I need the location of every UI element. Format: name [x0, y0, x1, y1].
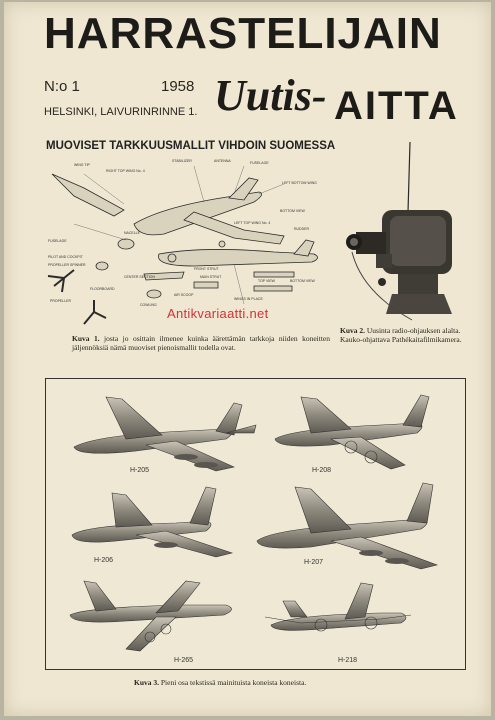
diagram-label: WING TIP — [74, 163, 90, 167]
diagram-label: RIGHT TOP WING No. 4 — [106, 169, 145, 173]
aircraft-model-h205 — [74, 397, 256, 471]
masthead-script: Uutis- — [214, 71, 327, 120]
remote-camera-photo — [342, 142, 472, 342]
masthead-title: HARRASTELIJAIN — [44, 9, 442, 58]
aircraft-label: H-205 — [130, 467, 150, 474]
diagram-label: STABILIZER — [172, 159, 192, 163]
aircraft-label: H-208 — [312, 467, 332, 474]
aircraft-model-h218 — [265, 583, 411, 631]
diagram-label: FLOORBOARD — [90, 287, 115, 291]
diagram-label: LEFT TOP WING No. 4 — [234, 221, 271, 225]
diagram-label: NACELLE — [124, 231, 140, 235]
caption-kuva-2 — [340, 326, 468, 344]
diagram-label: COWLING — [140, 303, 157, 307]
publisher-address: HELSINKI, LAIVURINRINNE 1. — [44, 106, 198, 118]
diagram-label: PROPELLER SPINNER — [48, 263, 86, 267]
caption-label: Kuva 1. — [72, 334, 100, 343]
issue-number: N:o 1 — [44, 78, 80, 95]
diagram-label: RUDDER — [294, 227, 309, 231]
aircraft-model-h208 — [275, 395, 429, 469]
diagram-label: TOP VIEW — [258, 279, 275, 283]
magazine-page — [4, 2, 491, 716]
caption-text: Uusinta radio-ohjauksen alalta. Kauko-ohjattava Pathékaitafilmikamera. — [340, 326, 462, 344]
caption-kuva-3 — [134, 678, 306, 687]
diagram-label: LEFT BOTTOM WING — [282, 181, 317, 185]
diagram-label: FRONT STRUT — [194, 267, 219, 271]
diagram-label: PILOT AND COCKPIT — [48, 255, 83, 259]
watermark: Antikvariaatti.net — [167, 306, 269, 321]
diagram-label: BOTTOM VIEW — [290, 279, 315, 283]
diagram-label: BOTTOM VIEW — [280, 209, 305, 213]
issue-year: 1958 — [161, 78, 195, 95]
diagram-label: FUSELAGE — [48, 239, 67, 243]
diagram-label: WINGS IN PLACE — [234, 297, 263, 301]
diagram-label: PROPELLER — [50, 299, 72, 303]
aircraft-label: H-206 — [94, 557, 114, 564]
aircraft-label: H-218 — [338, 657, 358, 664]
caption-label: Kuva 2. — [340, 326, 366, 335]
aircraft-model-h265 — [70, 581, 232, 651]
aircraft-label: H-207 — [304, 559, 324, 566]
diagram-label: ANTENNA — [214, 159, 231, 163]
aircraft-label: H-265 — [174, 657, 194, 664]
masthead-block: AITTA — [334, 84, 459, 128]
caption-text: josta jo osittain ilmenee kuinka äärettämän tarkkoja niiden koneitten jäljennöksiä nämä muoviset pienoismallit todella ovat. — [72, 334, 330, 352]
diagram-label: AIR SCOOP — [174, 293, 194, 297]
aircraft-photo-plate — [45, 378, 466, 670]
caption-label: Kuva 3. — [134, 678, 160, 687]
article-headline: MUOVISET TARKKUUSMALLIT VIHDOIN SUOMESSA — [46, 140, 336, 152]
aircraft-photos — [46, 379, 465, 669]
diagram-label: CENTER SECTION — [124, 275, 155, 279]
diagram-label: FUSELAGE — [250, 161, 269, 165]
aircraft-model-h207 — [257, 483, 437, 569]
caption-kuva-1 — [72, 334, 330, 352]
diagram-label: MAIN STRUT — [200, 275, 222, 279]
caption-text: Pieni osa tekstissä mainituista koneista koneista. — [160, 678, 307, 687]
aircraft-model-h206 — [72, 487, 232, 557]
